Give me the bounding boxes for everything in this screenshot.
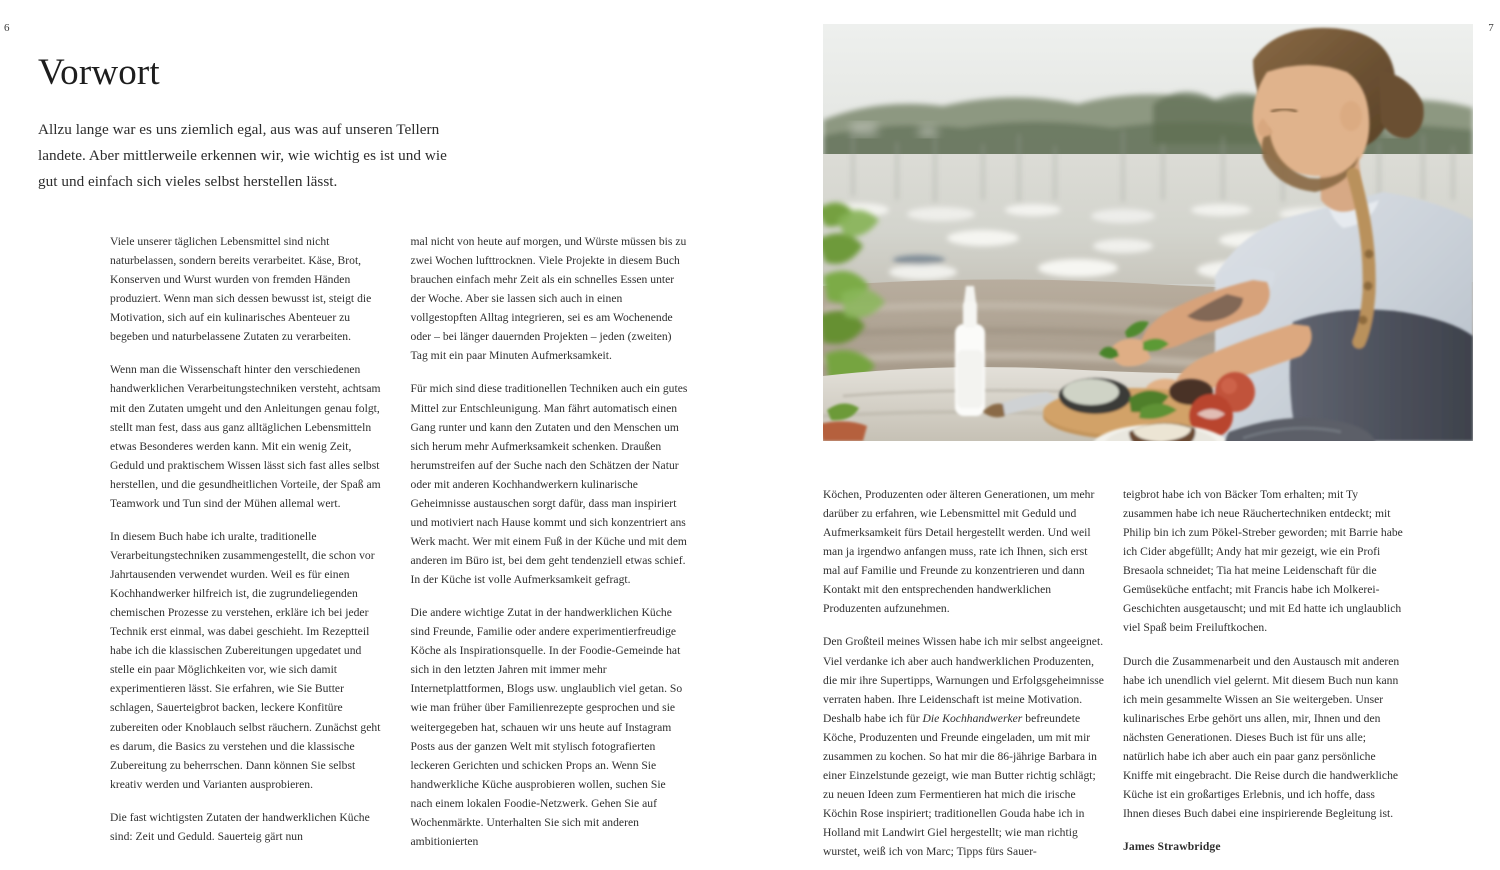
body-column-2 bbox=[411, 232, 689, 851]
paragraph: teigbrot habe ich von Bäcker Tom erhalten; mit Ty zusammen habe ich neue Räuchertechniken entdeckt; mit Philip bin ich zum Pökel-Streber geworden; mit Barrie habe ich Cider abgefüllt; Andy hat mir gezeigt, wie ein Profi Bresaola schneidet; Tia hat meine Leidenschaft für die Gemüseküche entfacht; mit Francis habe ich Molkerei-Geschichten ausgetauscht; und mit Ed hatte ich unglaublich viel Spaß beim Freiluftkochen. bbox=[1123, 488, 1403, 635]
standfirst-text: Allzu lange war es uns ziemlich egal, aus was auf unseren Tellern landete. Aber mittlerweile erkennen wir, wie wichtig es ist und wie gut und einfach sich vieles selbst herstellen lässt. bbox=[38, 120, 447, 191]
paragraph: Für mich sind diese traditionellen Techniken auch ein gutes Mittel zur Entschleunigung. Man fährt automatisch einen Gang runter und kann den Zutaten und den Menschen um sich herum mehr Aufmerksamkeit schenken. Draußen herumstreifen auf der Suche nach den Schätzen der Natur oder mit anderen Kochhandwerkern kulinarische Geheimnisse austauschen sorgt dafür, dass man inspiriert und motiviert nach Hause kommt und sich konzentriert ans Werk macht. Wer mit einem Fuß in der Küche und mit dem anderen im Büro ist, bei dem geht tendenziell etwas schief. In der Küche ist volle Aufmerksamkeit gefragt. bbox=[410, 382, 688, 587]
book-title-italic: Die Kochhandwerker bbox=[922, 711, 1023, 725]
folio-left: 6 bbox=[4, 22, 10, 34]
paragraph-with-italic-title bbox=[823, 632, 1104, 861]
paragraph-part-pre: Den Großteil meines Wissen habe ich mir selbst angeeignet. Viel verdanke ich aber auch handwerklichen Produzenten, die mir ihre Supertipps, Warnungen und Erfolgsgeheimnisse verraten haben. Ihre Leidenschaft ist meine Motivation. Deshalb habe ich für bbox=[823, 635, 1104, 725]
paragraph: Köchen, Produzenten oder älteren Generationen, um mehr darüber zu erfahren, wie Lebensmittel mit Geduld und Aufmerksamkeit fürs Detail hergestellt werden. Und weil man ja irgendwo anfangen muss, rate ich Ihnen, sich erst mal auf Familie und Freunde zu konzentrieren und dann Kontakt mit den entsprechenden handwerklichen Produzenten aufzunehmen. bbox=[823, 488, 1095, 616]
page-title: Vorwort bbox=[38, 52, 160, 93]
author-signature: James Strawbridge bbox=[1123, 840, 1221, 854]
left-page-columns bbox=[110, 232, 688, 851]
body-column-4 bbox=[1123, 485, 1404, 856]
paragraph: mal nicht von heute auf morgen, und Würste müssen bis zu zwei Wochen lufttrocknen. Viele Projekte in diesem Buch brauchen einfach mehr Zeit als ein schnelles Essen unter der Woche. Aber sie lassen sich auch in einen vollgestopften Alltag integrieren, sei es am Wochenende oder – bei länger dauernden Projekten – jeden (zweiten) Tag mit ein paar Minuten Aufmerksamkeit. bbox=[410, 235, 687, 363]
headline-block bbox=[38, 54, 458, 195]
paragraph: In diesem Buch habe ich uralte, traditionelle Verarbeitungstechniken zusammengestellt, die schon vor Jahrtausenden verwendet wurden. Weil es für einen Kochhandwerker hilfreich ist, die zugrundeliegenden chemischen Prozesse zu verstehen, erkläre ich bei jeder Technik erst einmal, was dabei geschieht. Im Rezeptteil habe ich die klassischen Zubereitungen upgedatet und stelle ein paar Möglichkeiten vor, wie sich damit experimentieren lässt. Sie erfahren, wie Sie Butter schlagen, Sauerteigbrot backen, leckere Konfitüre zubereiten oder Knoblauch selbst räuchern. Zunächst geht es darum, die Basics zu verstehen und die klassische Zubereitung zu beherrschen. Dann können Sie selbst kreativ werden und Varianten ausprobieren. bbox=[110, 529, 381, 791]
paragraph: Wenn man die Wissenschaft hinter den verschiedenen handwerklichen Verarbeitungstechniken versteht, achtsam mit den Zutaten umgeht und den Anleitungen genau folgt, stellt man fest, dass aus ganz alltäglichen Lebensmitteln etwas Besonderes werden kann. Mit ein wenig Zeit, Geduld und praktischem Wissen lässt sich fast alles selbst herstellen, und die gesundheitlichen Vorteile, der Spaß am Teamwork und Tun sind der Mühen allemal wert. bbox=[110, 363, 381, 510]
paragraph: Die andere wichtige Zutat in der handwerklichen Küche sind Freunde, Familie oder andere experimentierfreudige Köche als Inspirationsquelle. In der Foodie-Gemeinde hat sich in den letzten Jahren mit immer mehr Internetplattformen, Blogs usw. unglaublich viel getan. So wie man früher über Familienrezepte gesprochen und sie weitergegeben hat, schauen wir uns heute auf Instagram Posts aus der ganzen Welt mit stylisch fotografierten leckeren Gerichten und schicken Props an. Wenn Sie handwerkliche Küche ausprobieren wollen, suchen Sie nach einem lokalen Foodie-Netzwerk. Gehen Sie auf Wochenmärkte. Unterhalten Sie sich mit anderen ambitionierten bbox=[410, 606, 683, 848]
folio-right: 7 bbox=[1488, 22, 1494, 34]
paragraph: Durch die Zusammenarbeit und den Austausch mit anderen habe ich unendlich viel gelernt. Mit diesem Buch nun kann ich mein gesammelte Wissen an Sie weitergeben. Unser kulinarisches Erbe gehört uns allen, mir, Ihnen und den nächsten Generationen. Dieses Buch ist für uns alle; natürlich habe ich aber auch ein paar ganz persönliche Kniffe mit eingebracht. Die Reise durch die handwerkliche Küche ist ein großartiges Erlebnis, und ich hoffe, dass Ihnen dieses Buch dabei eine inspirierende Begleitung ist. bbox=[1123, 654, 1400, 820]
chef-photograph bbox=[823, 24, 1473, 441]
body-column-3 bbox=[823, 485, 1104, 861]
photograph-illustration bbox=[823, 24, 1473, 441]
body-column-1 bbox=[110, 232, 388, 851]
paragraph: Die fast wichtigsten Zutaten der handwerklichen Küche sind: Zeit und Geduld. Sauerteig gärt nun bbox=[110, 810, 370, 843]
paragraph: Viele unserer täglichen Lebensmittel sind nicht naturbelassen, sondern bereits verarbeitet. Käse, Brot, Konserven und Wurst wurden von fremden Händen produziert. Wenn man sich dessen bewusst ist, steigt die Motivation, sich auf ein kulinarisches Abenteuer zu begeben und naturbelassene Zutaten zu verarbeiten. bbox=[110, 235, 372, 344]
paragraph-part-post: befreundete Köche, Produzenten und Freunde eingeladen, um mit mir zusammen zu kochen. So hat mir die 86-jährige Barbara in einer Einzelstunde gezeigt, wie man Butter richtig schlägt; zu neuen Ideen zum Fermentieren hat mich die irische Köchin Rose inspiriert; traditionellen Gouda habe ich in Holland mit Landwirt Giel hergestellt; wie man richtig wurstet, weiß ich von Marc; Tipps fürs Sauer- bbox=[823, 711, 1097, 859]
